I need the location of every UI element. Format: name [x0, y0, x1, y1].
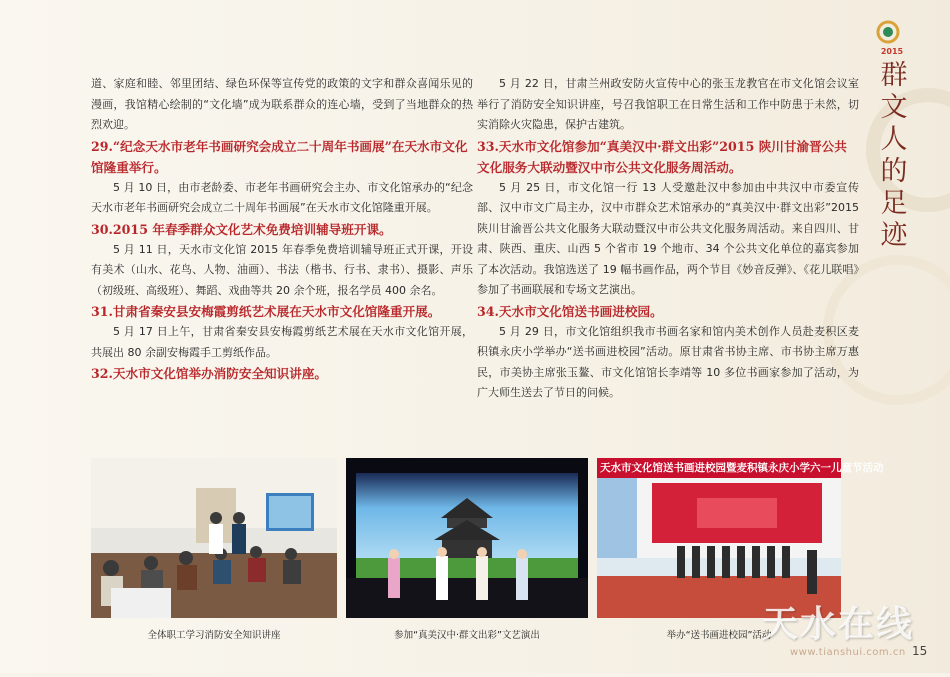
paragraph: 5 月 17 日上午，甘肃省秦安县安梅霞剪纸艺术展在天水市文化馆开展，共展出 80 余副安梅霞手工剪纸作品。: [91, 325, 473, 359]
section-heading: 32.天水市文化馆举办消防安全知识讲座。: [91, 366, 328, 381]
watermark-text: 天水在线: [762, 603, 915, 645]
right-column: [477, 74, 859, 404]
photo-performance: [346, 458, 588, 618]
brand-title: 群文人的足迹: [880, 60, 908, 251]
section-heading: 31.甘肃省秦安县安梅霞剪纸艺术展在天水市文化馆隆重开展。: [91, 304, 441, 319]
photo-caption-school-event: 举办“送书画进校园”活动: [666, 630, 772, 641]
section-heading: 34.天水市文化馆送书画进校园。: [477, 303, 663, 319]
photo-banner-text: 天水市文化馆送书画进校园暨麦积镇永庆小学六一儿童节活动: [600, 462, 884, 474]
page-number: 15: [912, 644, 928, 658]
paragraph: 5 月 25 日，市文化馆一行 13 人受邀赴汉中参加由中共汉中市委宣传部、汉中市文广局主办，汉中市群众艺术馆承办的“真美汉中·群文出彩”2015 陕川甘渝晋公共文化服务大联动暨汉中市公共文化服务周活动。来自四川、甘肃、陕西、重庆、山西 5 个省市 19 个地市、34 个公共文化单位的嘉宾参加了本次活动。我馆选送了 19 幅书画作品，两个节目《妙音反弹》、《花儿联唱》参加了书画联展和专场文艺演出。: [477, 180, 859, 296]
left-column: [91, 74, 473, 384]
paragraph: 5 月 22 日，甘肃兰州政安防火宣传中心的张玉龙教官在市文化馆会议室举行了消防安全知识讲座，号召我馆职工在日常生活和工作中防患于未然，切实消除火灾隐患，保护古建筑。: [477, 77, 859, 131]
photo-caption-performance: 参加“真美汉中·群文出彩”文艺演出: [394, 630, 540, 641]
paragraph: 5 月 29 日，市文化馆组织我市书画名家和馆内美术创作人员赴麦积区麦积镇永庆小学举办“送书画进校园”活动。原甘肃省书协主席、市书协主席万惠民，市美协主席张玉鳌、市文化馆馆长李靖等 10 多位书画家参加了活动，为广大师生送去了节日的问候。: [477, 324, 859, 399]
photo-lecture: [91, 458, 337, 618]
paragraph: 5 月 10 日，由市老龄委、市老年书画研究会主办、市文化馆承办的“纪念天水市老年书画研究会成立二十周年书画展”在天水市文化馆隆重开展。: [91, 180, 473, 214]
photo-caption-lecture: 全体职工学习消防安全知识讲座: [147, 630, 281, 641]
paragraph: 5 月 11 日，天水市文化馆 2015 年春季免费培训辅导班正式开课，开设有美术（山水、花鸟、人物、油画）、书法（楷书、行书、隶书）、摄影、声乐（初级班、高级班）、舞蹈、戏曲等共 20 余个班，报名学员 400 余名。: [91, 242, 473, 297]
section-heading: 33.天水市文化馆参加“真美汉中·群文出彩”2015 陕川甘渝晋公共文化服务大联动暨汉中市公共文化服务周活动。: [477, 138, 847, 175]
section-heading: 30.2015 年春季群众文化艺术免费培训辅导班开课。: [91, 221, 392, 237]
watermark-url: www.tianshui.com.cn: [790, 647, 906, 658]
photo-school-event: [597, 458, 884, 618]
year-label: 2015: [880, 47, 904, 56]
section-heading: 29.“纪念天水市老年书画研究会成立二十周年书画展”在天水市文化馆隆重举行。: [91, 138, 468, 175]
paragraph: 道、家庭和睦、邻里团结、绿色环保等宣传党的政策的文字和群众喜闻乐见的漫画，我馆精心绘制的“文化墙”成为联系群众的连心墙，受到了当地群众的热烈欢迎。: [91, 77, 473, 131]
